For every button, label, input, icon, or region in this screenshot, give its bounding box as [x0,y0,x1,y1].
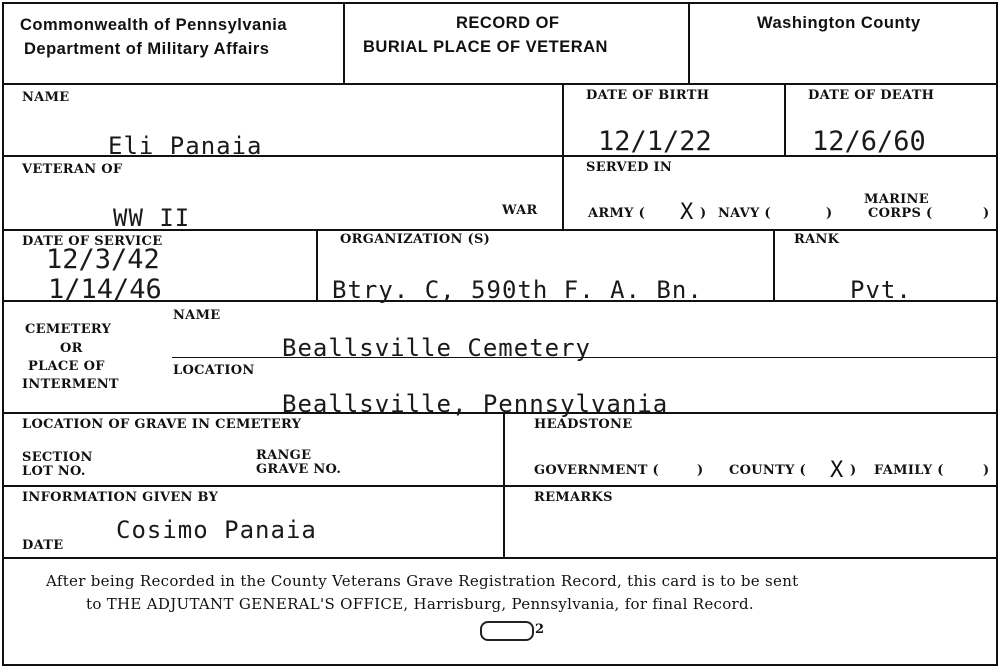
war-label: WAR [502,203,538,218]
title-line-1: RECORD OF [456,14,560,32]
info-given-label: INFORMATION GIVEN BY [22,490,219,505]
marine-label-2: CORPS ( [868,206,933,221]
rule-row5 [2,485,998,487]
section-label: SECTION [22,450,93,465]
marine-close: ) [983,206,990,221]
veteran-of-value: WW II [113,204,191,232]
rule-org [316,229,318,301]
date-label: DATE [22,538,64,553]
union-label-icon [480,621,534,641]
organization-label: ORGANIZATION (S) [340,232,491,247]
rule-dod [784,83,786,156]
family-close: ) [983,463,990,478]
rule-header-1 [343,2,345,84]
rule-row6 [2,557,998,559]
cemetery-label-4: INTERMENT [22,377,119,392]
info-given-value: Cosimo Panaia [116,516,317,544]
organization-value: Btry. C, 590th F. A. Bn. [332,276,703,304]
marine-label-1: MARINE [864,192,929,207]
org-line-1: Commonwealth of Pennsylvania [20,16,288,34]
family-label: FAMILY ( [874,463,944,478]
rule-bottom [2,664,998,666]
rule-rank [773,229,775,301]
cemetery-name-label: NAME [173,308,221,323]
county-headstone-label: COUNTY ( [729,463,806,478]
dob-value: 12/1/22 [598,126,712,157]
date-of-service-from: 12/3/42 [46,244,160,275]
government-label: GOVERNMENT ( [534,463,660,478]
served-in-label: SERVED IN [586,160,673,175]
cemetery-label-3: PLACE OF [28,359,105,374]
org-line-2: Department of Military Affairs [24,40,270,58]
footer-line-1: After being Recorded in the County Veterans Grave Registration Record, this card is to be sent [46,572,799,590]
dod-value: 12/6/60 [812,126,926,157]
grave-label: GRAVE NO. [256,462,342,477]
range-label: RANGE [256,448,312,463]
rule-left [2,2,4,666]
rule-header-bottom [2,83,998,85]
rule-top [2,2,998,4]
army-label: ARMY ( [588,206,646,221]
rank-value: Pvt. [850,276,912,304]
name-label: NAME [22,90,70,105]
cemetery-name-value: Beallsville Cemetery [282,334,591,362]
title-line-2: BURIAL PLACE OF VETERAN [363,38,608,56]
cemetery-label-1: CEMETERY [25,322,112,337]
headstone-label: HEADSTONE [534,417,633,432]
remarks-label: REMARKS [534,490,613,505]
navy-close: ) [826,206,833,221]
government-close: ) [697,463,704,478]
rule-right [996,2,998,666]
location-value: Beallsville, Pennsylvania [282,390,669,418]
cemetery-label-2: OR [60,341,83,356]
date-of-service-to: 1/14/46 [48,274,162,305]
dob-label: DATE OF BIRTH [586,88,710,103]
county-close: ) [850,463,857,478]
lot-label: LOT NO. [22,464,86,479]
navy-label: NAVY ( [718,206,771,221]
county-check-mark: X [830,458,844,483]
date-of-service-label: DATE OF SERVICE [22,234,163,249]
location-label: LOCATION [173,363,255,378]
army-check-mark: X [680,200,694,225]
footer-mark: 2 [535,622,545,637]
dod-label: DATE OF DEATH [808,88,935,103]
name-value: Eli Panaia [108,132,263,160]
veteran-of-label: VETERAN OF [22,162,123,177]
grave-location-label: LOCATION OF GRAVE IN CEMETERY [22,417,302,432]
rank-label: RANK [794,232,840,247]
rule-header-2 [688,2,690,84]
county-name: Washington County [757,14,921,32]
footer-line-2: to THE ADJUTANT GENERAL'S OFFICE, Harrisburg, Pennsylvania, for final Record. [86,595,754,613]
army-close: ) [700,206,707,221]
